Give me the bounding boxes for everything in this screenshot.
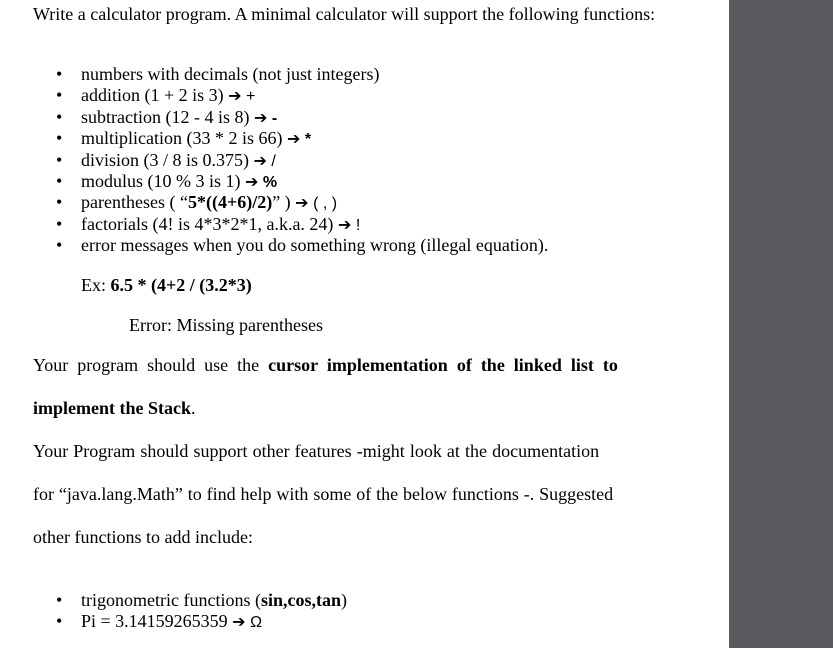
bullet-icon: • <box>56 235 63 256</box>
arrow-icon: ➔ <box>253 150 267 170</box>
list-item: • Pi = 3.14159265359 ➔ Ω <box>56 611 263 632</box>
bullet-icon: • <box>56 192 63 213</box>
bullet-icon: • <box>56 590 63 610</box>
list-item: • subtraction (12 - 4 is 8) ➔ - <box>56 106 278 127</box>
bullet-icon: • <box>56 85 63 106</box>
arrow-icon: ➔ <box>228 86 242 106</box>
feature-list <box>0 64 548 257</box>
example-expression: Ex: 6.5 * (4+2 / (3.2*3) <box>81 275 252 295</box>
operator-symbol: % <box>262 173 278 191</box>
list-item: • numbers with decimals (not just integers) <box>56 64 380 84</box>
bullet-icon: • <box>56 611 63 632</box>
side-panel <box>729 0 833 648</box>
operator-symbol: - <box>271 109 278 127</box>
extra-function-list <box>0 590 347 633</box>
operator-symbol: + <box>246 88 256 106</box>
features-paragraph-line1: Your Program should support other features -might look at the documentation <box>33 441 600 461</box>
arrow-icon: ➔ <box>253 107 268 127</box>
list-item: • parentheses ( “5*((4+6)/2)” ) ➔ ( , ) <box>56 192 338 213</box>
list-item: • modulus (10 % 3 is 1) ➔ % <box>56 170 278 191</box>
operator-symbol: ( , ) <box>313 195 338 213</box>
arrow-icon: ➔ <box>245 171 259 191</box>
bullet-icon: • <box>56 170 63 191</box>
list-item: • factorials (4! is 4*3*2*1, a.k.a. 24) ➔ ! <box>56 213 361 234</box>
list-item: • multiplication (33 * 2 is 66) ➔ * <box>56 128 312 149</box>
bullet-icon: • <box>56 64 63 84</box>
list-item: • error messages when you do something wrong (illegal equation). <box>56 235 549 256</box>
features-paragraph-line2: for “java.lang.Math” to find help with some of the below functions -. Suggested <box>33 484 614 504</box>
arrow-icon: ➔ <box>286 129 301 149</box>
list-item: • addition (1 + 2 is 3) ➔ + <box>56 85 256 106</box>
stack-paragraph-line1: Your program should use the cursor implementation of the linked list to <box>33 355 618 375</box>
operator-symbol: * <box>304 131 312 149</box>
list-item: • trigonometric functions (sin,cos,tan) <box>56 590 347 610</box>
arrow-icon: ➔ <box>295 193 309 213</box>
list-item: • division (3 / 8 is 0.375) ➔ / <box>56 149 276 170</box>
arrow-icon: ➔ <box>337 214 352 234</box>
operator-symbol: ! <box>355 216 361 234</box>
features-paragraph-line3: other functions to add include: <box>33 527 253 547</box>
stack-paragraph-line2: implement the Stack. <box>33 398 196 418</box>
operator-symbol: / <box>271 152 276 170</box>
error-message: Error: Missing parentheses <box>129 315 323 335</box>
bullet-icon: • <box>56 213 63 234</box>
intro-text: Write a calculator program. A minimal calculator will support the following functions: <box>33 4 656 24</box>
omega-symbol: Ω <box>250 614 263 632</box>
arrow-icon: ➔ <box>232 612 246 632</box>
bullet-icon: • <box>56 106 63 127</box>
bullet-icon: • <box>56 149 63 170</box>
bullet-icon: • <box>56 128 63 149</box>
